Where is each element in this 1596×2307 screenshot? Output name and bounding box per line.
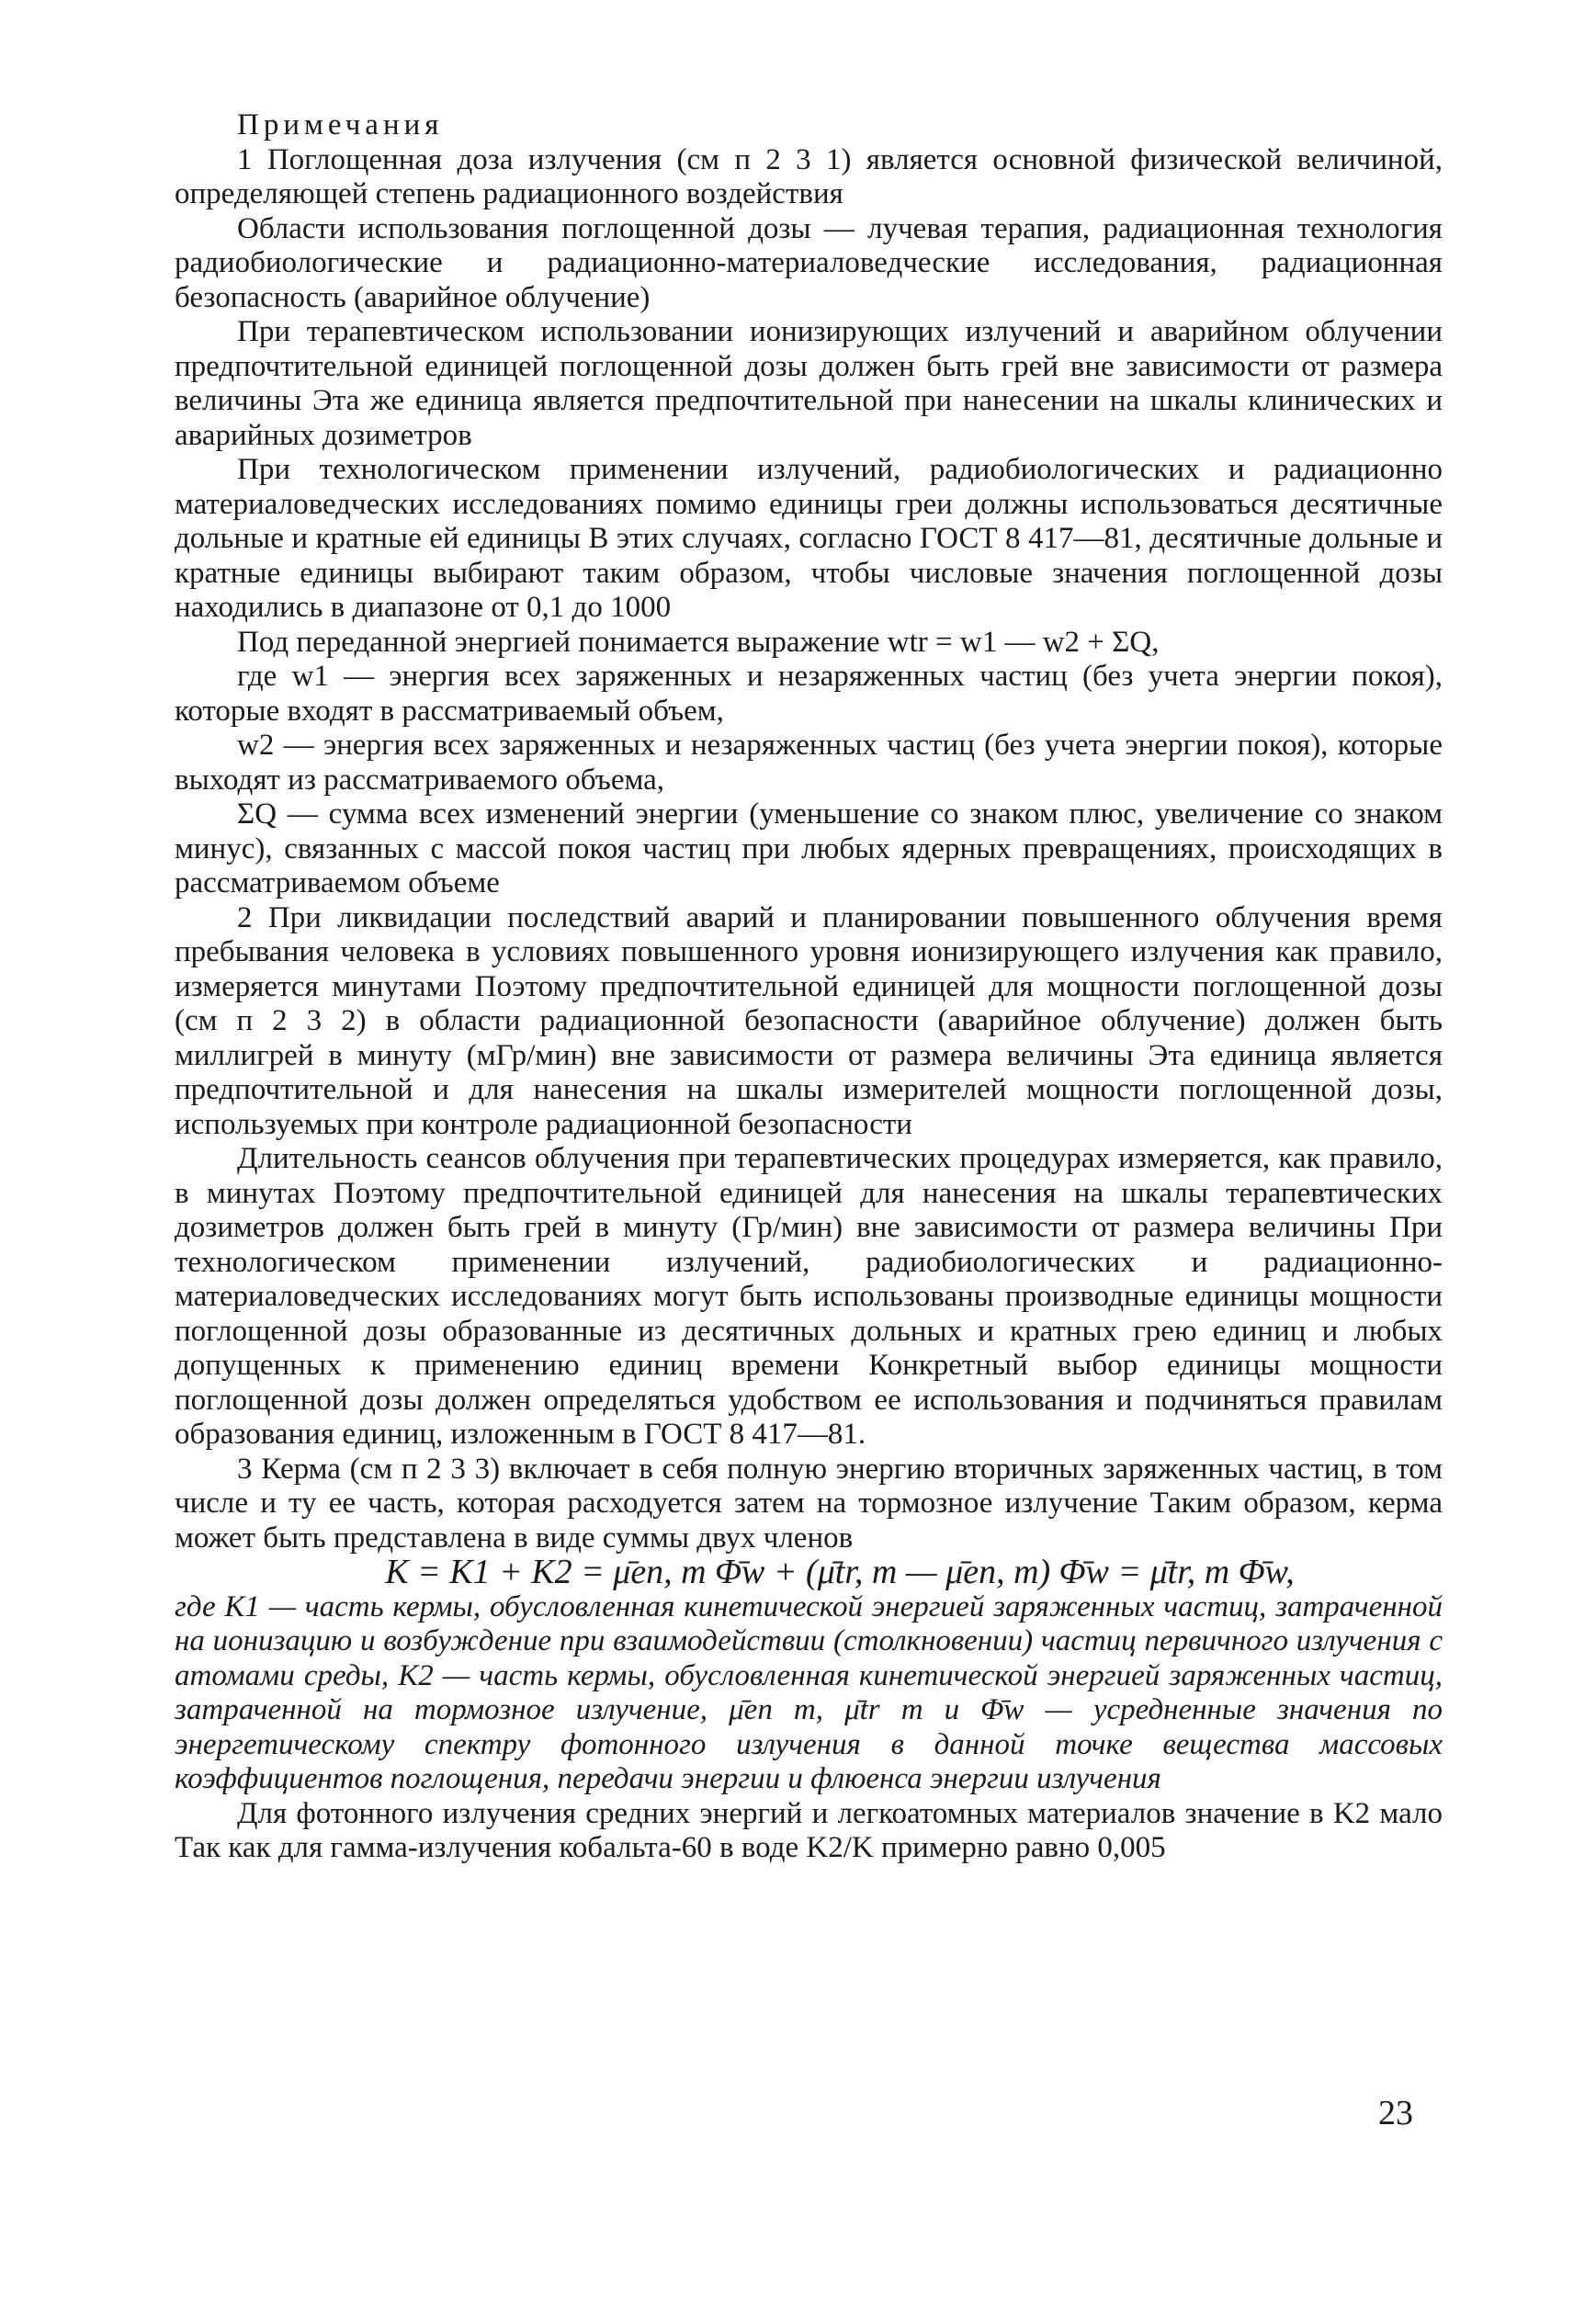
paragraph-12: где K1 — часть кермы, обусловленная кинетической энергией заряженных частиц, затраченной на ионизацию и возбуждение при взаимодействии (столкновении) частиц первичного излучения с атомами среды, K2 — часть кермы, обусловленная кинетической энергией заряженных частиц, затраченной на тормозное излучение, μ̄en m, μ̄tr m и Φ̄w — усредненные значения по энергетическому спектру фотонного излучения в данной точке вещества массовых коэффициентов поглощения, передачи энергии и флюенса энергии излучения [175,1589,1443,1795]
notes-heading: Примечания [237,108,444,141]
paragraph-10: Длительность сеансов облучения при терапевтических процедурах измеряется, как правило, в минутах Поэтому предпочтительной единицей для нанесения на шкалы терапевтических дозиметров должен быть грей в минуту (Гр/мин) вне зависимости от размера величины При технологическом применении излучений, радиобиологических и радиационно-материаловедческих исследованиях могут быть использованы производные единицы мощности поглощенной дозы образованные из десятичных дольных и кратных грею единиц и любых допущенных к применению единиц времени Конкретный выбор единицы мощности поглощенной дозы должен определяться удобством ее использования и подчиняться правилам образования единиц, изложенным в ГОСТ 8 417—81. [175,1142,1443,1451]
paragraph-3: При терапевтическом использовании ионизирующих излучений и аварийном облучении предпочтительной единицей поглощенной дозы должен быть грей вне зависимости от размера величины Эта же единица является предпочтительной при нанесении на шкалы клинических и аварийных дозиметров [175,315,1443,452]
paragraph-11: 3 Керма (см п 2 3 3) включает в себя полную энергию вторичных заряженных частиц, в том числе и ту ее часть, которая расходуется затем на тормозное излучение Таким образом, керма может быть представлена в виде суммы двух членов [175,1452,1443,1555]
paragraph-9: 2 При ликвидации последствий аварий и планировании повышенного облучения время пребывания человека в условиях повышенного уровня ионизирующего излучения как правило, измеряется минутами Поэтому предпочтительной единицей для мощности поглощенной дозы (см п 2 3 2) в области радиационной безопасности (аварийное облучение) должен быть миллигрей в минуту (мГр/мин) вне зависимости от размера величины Эта единица является предпочтительной и для нанесения на шкалы измерителей мощности поглощенной дозы, используемых при контроле радиационной безопасности [175,900,1443,1141]
paragraph-7: w2 — энергия всех заряженных и незаряженных частиц (без учета энергии покоя), которые выходят из рассматриваемого объема, [175,729,1443,797]
paragraph-8: ΣQ — сумма всех изменений энергии (уменьшение со знаком плюс, увеличение со знаком минус), связанных с массой покоя частиц при любых ядерных превращениях, происходящих в рассматриваемом объеме [175,797,1443,899]
kerma-formula: K = K1 + K2 = μ̄en, m Φ̄w + (μ̄tr, m — μ̄en, m) Φ̄w = μ̄tr, m Φ̄w, [385,1553,1295,1591]
paragraph-5: Под переданной энергией понимается выражение wtr = w1 — w2 + ΣQ, [237,625,1160,659]
paragraph-13: Для фотонного излучения средних энергий и легкоатомных материалов значение в K2 мало Так как для гамма-излучения кобальта-60 в воде K2/K примерно равно 0,005 [175,1796,1443,1864]
paragraph-2: Области использования поглощенной дозы — лучевая терапия, радиационная технология радиобиологические и радиационно-материаловедческие исследования, радиационная безопасность (аварийное облучение) [175,211,1443,314]
page-body [175,108,1443,1866]
page-number: 23 [1378,2094,1413,2132]
paragraph-1: 1 Поглощенная доза излучения (см п 2 3 1) является основной физической величиной, определяющей степень радиационного воздействия [175,142,1443,210]
paragraph-4: При технологическом применении излучений, радиобиологических и радиационно материаловедческих исследованиях помимо единицы греи должны использоваться десятичные дольные и кратные ей единицы В этих случаях, согласно ГОСТ 8 417—81, десятичные дольные и кратные единицы выбирают таким образом, чтобы числовые значения поглощенной дозы находились в диапазоне от 0,1 до 1000 [175,453,1443,624]
paragraph-6: где w1 — энергия всех заряженных и незаряженных частиц (без учета энергии покоя), которые входят в рассматриваемый объем, [175,660,1443,728]
